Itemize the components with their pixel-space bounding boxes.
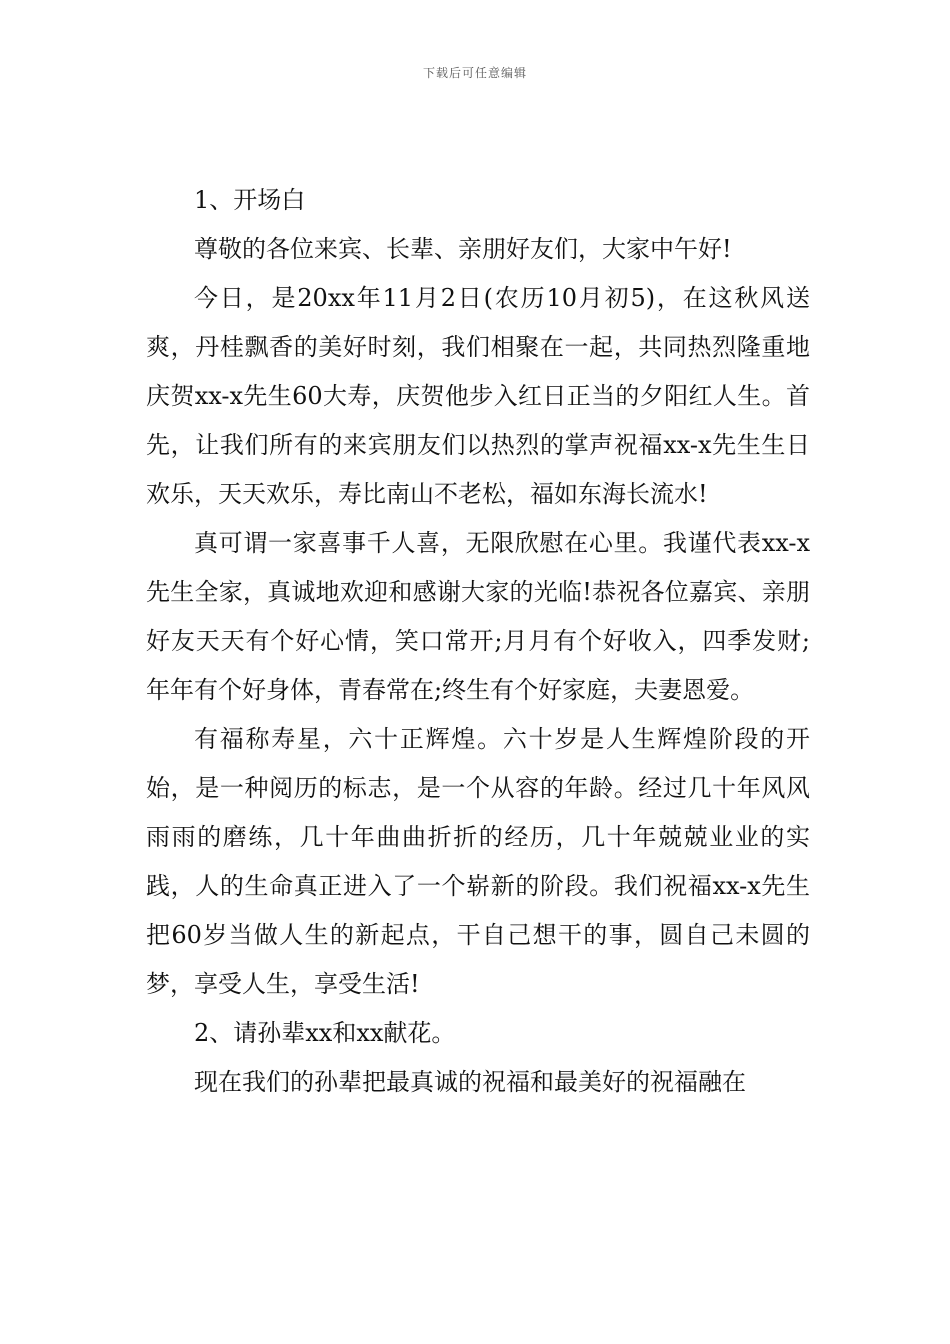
welcome-paragraph: 真可谓一家喜事千人喜，无限欣慰在心里。我谨代表xx-x先生全家，真诚地欢迎和感谢大家的光临!恭祝各位嘉宾、亲朋好友天天有个好心情，笑口常开;月月有个好收入，四季发财;年年有个好身体，青春常在;终生有个好家庭，夫妻恩爱。 [146,529,810,704]
section-heading-opening: 1、开场白 [194,186,306,214]
date-paragraph: 今日，是20xx年11月2日(农历10月初5)，在这秋风送爽，丹桂飘香的美好时刻，我们相聚在一起，共同热烈隆重地庆贺xx-x先生60大寿，庆贺他步入红日正当的夕阳红人生。首先，让我们所有的来宾朋友们以热烈的掌声祝福xx-x先生生日欢乐，天天欢乐，寿比南山不老松，福如东海长流水! [146,284,810,508]
document-body [146,176,810,1107]
flowers-paragraph: 现在我们的孙辈把最真诚的祝福和最美好的祝福融在 [194,1068,746,1096]
page-header: 下载后可任意编辑 [422,66,527,80]
section-heading-flowers: 2、请孙辈xx和xx献花。 [194,1019,456,1047]
greeting-paragraph: 尊敬的各位来宾、长辈、亲朋好友们，大家中午好! [194,235,732,263]
blessing-paragraph: 有福称寿星，六十正辉煌。六十岁是人生辉煌阶段的开始，是一种阅历的标志，是一个从容的年龄。经过几十年风风雨雨的磨练，几十年曲曲折折的经历，几十年兢兢业业的实践，人的生命真正进入了一个崭新的阶段。我们祝福xx-x先生把60岁当做人生的新起点，干自己想干的事，圆自己未圆的梦，享受人生，享受生活! [146,725,810,998]
